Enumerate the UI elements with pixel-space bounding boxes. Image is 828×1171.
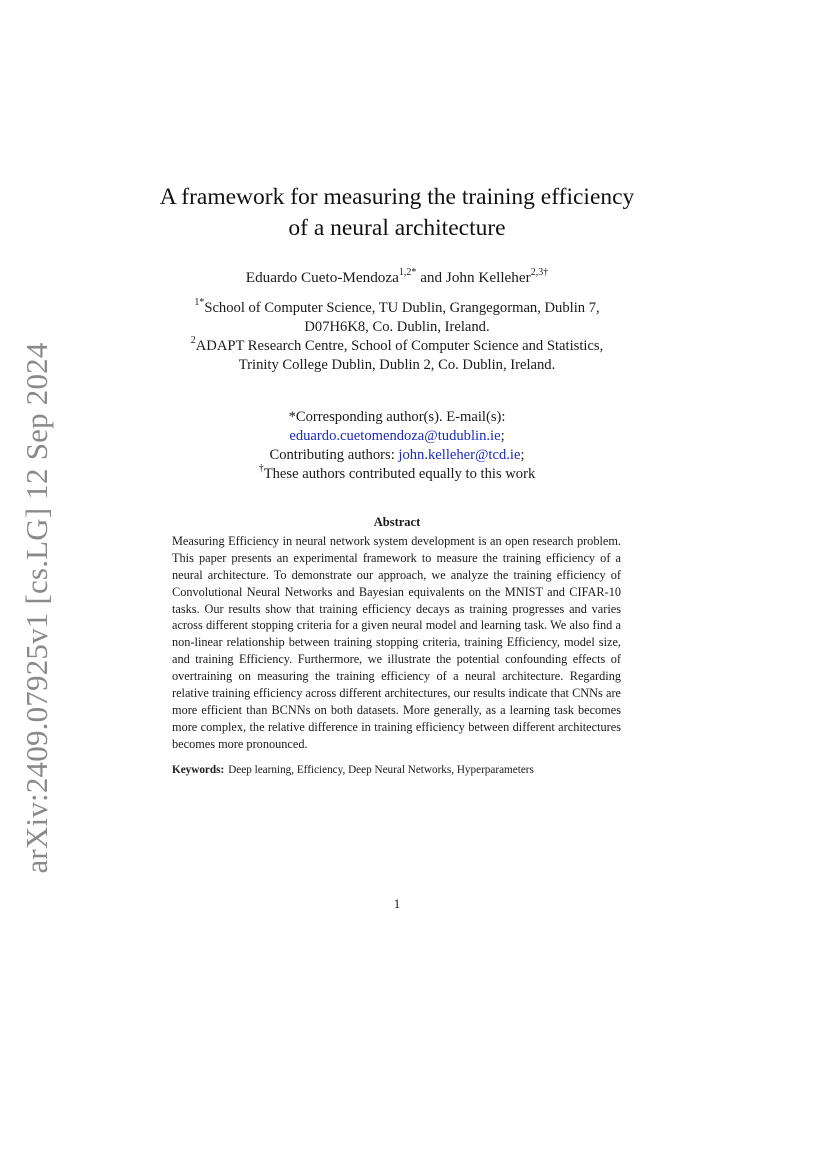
email-separator: ; <box>500 428 505 444</box>
author-conjunction: and <box>416 269 446 286</box>
affiliation-1-line-2: D07H6K8, Co. Dublin, Ireland. <box>304 319 490 335</box>
dagger-marker: † <box>258 463 264 475</box>
affiliation-2-text: ADAPT Research Centre, School of Computer Science and Statistics, <box>195 338 604 354</box>
page-number: 1 <box>393 896 401 911</box>
corresponding-email-line <box>0 427 794 446</box>
affiliation-1-text: School of Computer Science, TU Dublin, Grangegorman, Dublin 7, <box>204 300 600 316</box>
abstract-body: Measuring Efficiency in neural network system development is an open research problem. This paper presents an experimental framework to measure the training efficiency of a neural architecture. To demonstrate our approach, we analyze the training efficiency of Convolutional Neural Networks and Bayesian equivalents on the MNIST and CIFAR-10 tasks. Our results show that training efficiency decays as training progresses and varies across different stopping criteria for a given neural model and learning task. We also find a non-linear relationship between training stopping criteria, training Efficiency, model size, and training Efficiency. Furthermore, we illustrate the potential confounding effects of overtraining on measuring the training efficiency of a neural architecture. Regarding relative training efficiency across different architectures, our results indicate that CNNs are more efficient than BCNNs on both datasets. More generally, as a learning task becomes more complex, the relative difference in training efficiency between different architectures becomes more pronounced. <box>172 534 621 751</box>
email-separator-2: ; <box>520 447 525 463</box>
correspondence-block <box>0 408 794 484</box>
keywords-text: Deep learning, Efficiency, Deep Neural Networks, Hyperparameters <box>228 764 534 776</box>
equal-contribution-text: These authors contributed equally to this work <box>263 466 536 482</box>
contributing-label: Contributing authors: <box>269 447 399 463</box>
keywords-label: Keywords: <box>172 764 225 776</box>
corresponding-label: *Corresponding author(s). E-mail(s): <box>288 409 506 425</box>
affiliation-2-line-2: Trinity College Dublin, Dublin 2, Co. Dublin, Ireland. <box>238 357 556 373</box>
author-2-affil-marker: 2,3† <box>530 266 549 278</box>
paper-title <box>0 182 794 244</box>
title-line-2: of a neural architecture <box>288 215 506 241</box>
author-list <box>0 268 794 288</box>
author-1-affil-marker: 1,2* <box>398 266 417 278</box>
email-link-kelleher[interactable]: john.kelleher@tcd.ie <box>398 447 521 463</box>
email-link-cueto-mendoza[interactable]: eduardo.cuetomendoza@tudublin.ie <box>289 428 501 444</box>
author-1-name: Eduardo Cueto-Mendoza <box>245 269 399 286</box>
title-line-1: A framework for measuring the training efficiency <box>159 184 635 210</box>
arxiv-identifier: arXiv:2409.07925v1 [cs.LG] 12 Sep 2024 <box>19 342 54 874</box>
affiliation-1-line-1 <box>0 299 794 318</box>
keywords-line <box>172 763 632 777</box>
affiliation-1-marker: 1* <box>194 297 205 309</box>
affiliation-2-marker: 2 <box>190 335 196 347</box>
author-2-name: John Kelleher <box>445 269 531 286</box>
contributing-authors-line <box>0 446 794 465</box>
affiliation-2-line-1 <box>0 337 794 356</box>
abstract-heading: Abstract <box>373 515 421 529</box>
affiliations <box>0 299 794 375</box>
equal-contribution-note <box>0 465 794 484</box>
